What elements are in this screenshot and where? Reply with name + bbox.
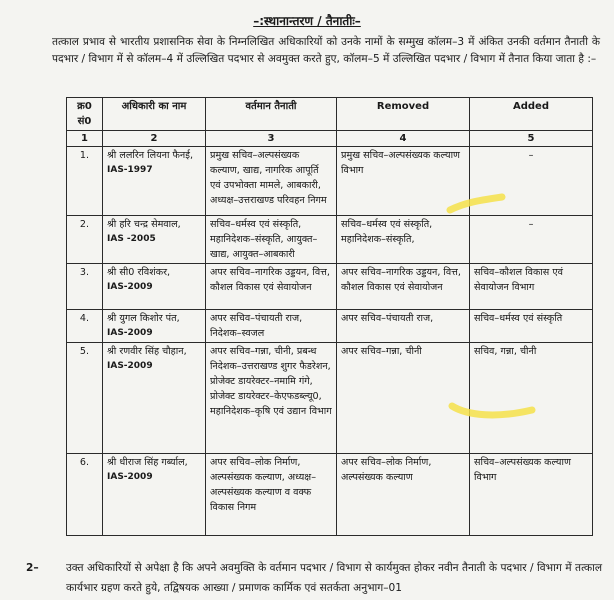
column-number: 1 (67, 131, 103, 147)
table-header-row (67, 98, 593, 131)
officer-name: श्री सी0 रविशंकर, (107, 267, 171, 278)
officer-name: श्री हरि चन्द्र सेमवाल, (107, 219, 181, 230)
service-batch: IAS-2009 (107, 328, 153, 338)
officer-cell (103, 310, 206, 343)
column-number: 3 (206, 131, 337, 147)
header-officer-name: अधिकारी का नाम (103, 98, 206, 131)
added-cell: सचिव–धर्मस्व एवं संस्कृति (470, 310, 593, 343)
current-posting-cell: अपर सचिव–लोक निर्माण, अल्पसंख्यक कल्याण, अध्यक्ष–अल्पसंख्यक कल्याण व वक्फ विकास निगम (206, 454, 337, 536)
service-batch: IAS-1997 (107, 165, 153, 175)
added-cell: – (470, 147, 593, 216)
current-posting-cell: अपर सचिव–पंचायती राज, निदेशक–स्वजल (206, 310, 337, 343)
service-batch: IAS-2009 (107, 472, 153, 482)
footer-paragraph (26, 558, 602, 598)
header-current-posting: वर्तमान तैनाती (206, 98, 337, 131)
order-intro-paragraph: तत्काल प्रभाव से भारतीय प्रशासनिक सेवा के निम्नलिखित अधिकारियों को उनके नामों के सम्मुख कॉलम–3 में अंकित उनकी वर्तमान तैनाती के पदभार / विभाग में से कॉलम–4 में उल्लिखित पदभार से अवमुक्त करते हुए, कॉलम–5 में उल्लिखित पदभार / विभाग में तैनात किया जाता है :– (52, 36, 600, 65)
removed-cell: सचिव–धर्मस्व एवं संस्कृति, महानिदेशक–संस्कृति, (337, 216, 470, 264)
table-row (67, 343, 593, 454)
column-number: 5 (470, 131, 593, 147)
officer-name: श्री युगल किशोर पंत, (107, 313, 180, 324)
current-posting-cell: अपर सचिव–गन्ना, चीनी, प्रबन्ध निदेशक–उत्तराखण्ड शुगर फैडरेशन, प्रोजेक्ट डायरेक्टर–नमामि गंगे, प्रोजेक्ट डायरेक्टर–केएफडब्ल्यू0, महानिदेशक–कृषि एवं उद्यान विभाग (206, 343, 337, 454)
officer-cell (103, 216, 206, 264)
removed-cell: अपर सचिव–पंचायती राज, (337, 310, 470, 343)
officer-cell (103, 343, 206, 454)
column-number-row (67, 131, 593, 147)
table-row (67, 310, 593, 343)
removed-cell: अपर सचिव–नागरिक उड्डयन, वित्त, कौशल विकास एवं सेवायोजन (337, 264, 470, 310)
paragraph-number: 2– (26, 562, 39, 574)
transfer-table (66, 97, 593, 536)
serial-cell: 6. (67, 454, 103, 536)
service-batch: IAS-2009 (107, 361, 153, 371)
table-row (67, 147, 593, 216)
officer-name: श्री ललरिन लियना फैनई, (107, 150, 194, 161)
officer-cell (103, 454, 206, 536)
column-number: 4 (337, 131, 470, 147)
added-cell: – (470, 216, 593, 264)
serial-cell: 2. (67, 216, 103, 264)
service-batch: IAS -2005 (107, 234, 156, 244)
current-posting-cell: अपर सचिव–नागरिक उड्डयन, वित्त, कौशल विकास एवं सेवायोजन (206, 264, 337, 310)
table-row (67, 264, 593, 310)
added-cell: सचिव–अल्पसंख्यक कल्याण विभाग (470, 454, 593, 536)
officer-name: श्री रणवीर सिंह चौहान, (107, 346, 187, 357)
removed-cell: प्रमुख सचिव–अल्पसंख्यक कल्याण विभाग (337, 147, 470, 216)
footer-text: उक्त अधिकारियों से अपेक्षा है कि अपने अवमुक्ति के वर्तमान पदभार / विभाग से कार्यमुक्त होकर नवीन तैनाती के पदभार / विभाग में तत्काल कार्यभार ग्रहण करते हुये, तद्विषयक आख्या / प्रमाणक कार्मिक एवं सतर्कता अनुभाग–01 (66, 562, 602, 594)
officer-cell (103, 147, 206, 216)
removed-cell: अपर सचिव–लोक निर्माण, अल्पसंख्यक कल्याण (337, 454, 470, 536)
column-number: 2 (103, 131, 206, 147)
current-posting-cell: प्रमुख सचिव–अल्पसंख्यक कल्याण, खाद्य, नागरिक आपूर्ति एवं उपभोक्ता मामले, आबकारी, अध्यक्ष–उत्तराखण्ड परिवहन निगम (206, 147, 337, 216)
current-posting-cell: सचिव–धर्मस्व एवं संस्कृति, महानिदेशक–संस्कृति, आयुक्त–खाद्य, आयुक्त–आबकारी (206, 216, 337, 264)
table-row (67, 454, 593, 536)
header-serial: क्र0 सं0 (67, 98, 103, 131)
removed-cell: अपर सचिव–गन्ना, चीनी (337, 343, 470, 454)
header-removed: Removed (337, 98, 470, 131)
table-row (67, 216, 593, 264)
header-added: Added (470, 98, 593, 131)
added-cell: सचिव, गन्ना, चीनी (470, 343, 593, 454)
officer-name: श्री धीराज सिंह गर्ब्याल, (107, 457, 188, 468)
service-batch: IAS-2009 (107, 282, 153, 292)
serial-cell: 4. (67, 310, 103, 343)
serial-cell: 5. (67, 343, 103, 454)
serial-cell: 3. (67, 264, 103, 310)
officer-cell (103, 264, 206, 310)
added-cell: सचिव–कौशल विकास एवं सेवायोजन विभाग (470, 264, 593, 310)
serial-cell: 1. (67, 147, 103, 216)
order-heading: –:स्थानान्तरण / तैनातीः– (253, 14, 361, 28)
